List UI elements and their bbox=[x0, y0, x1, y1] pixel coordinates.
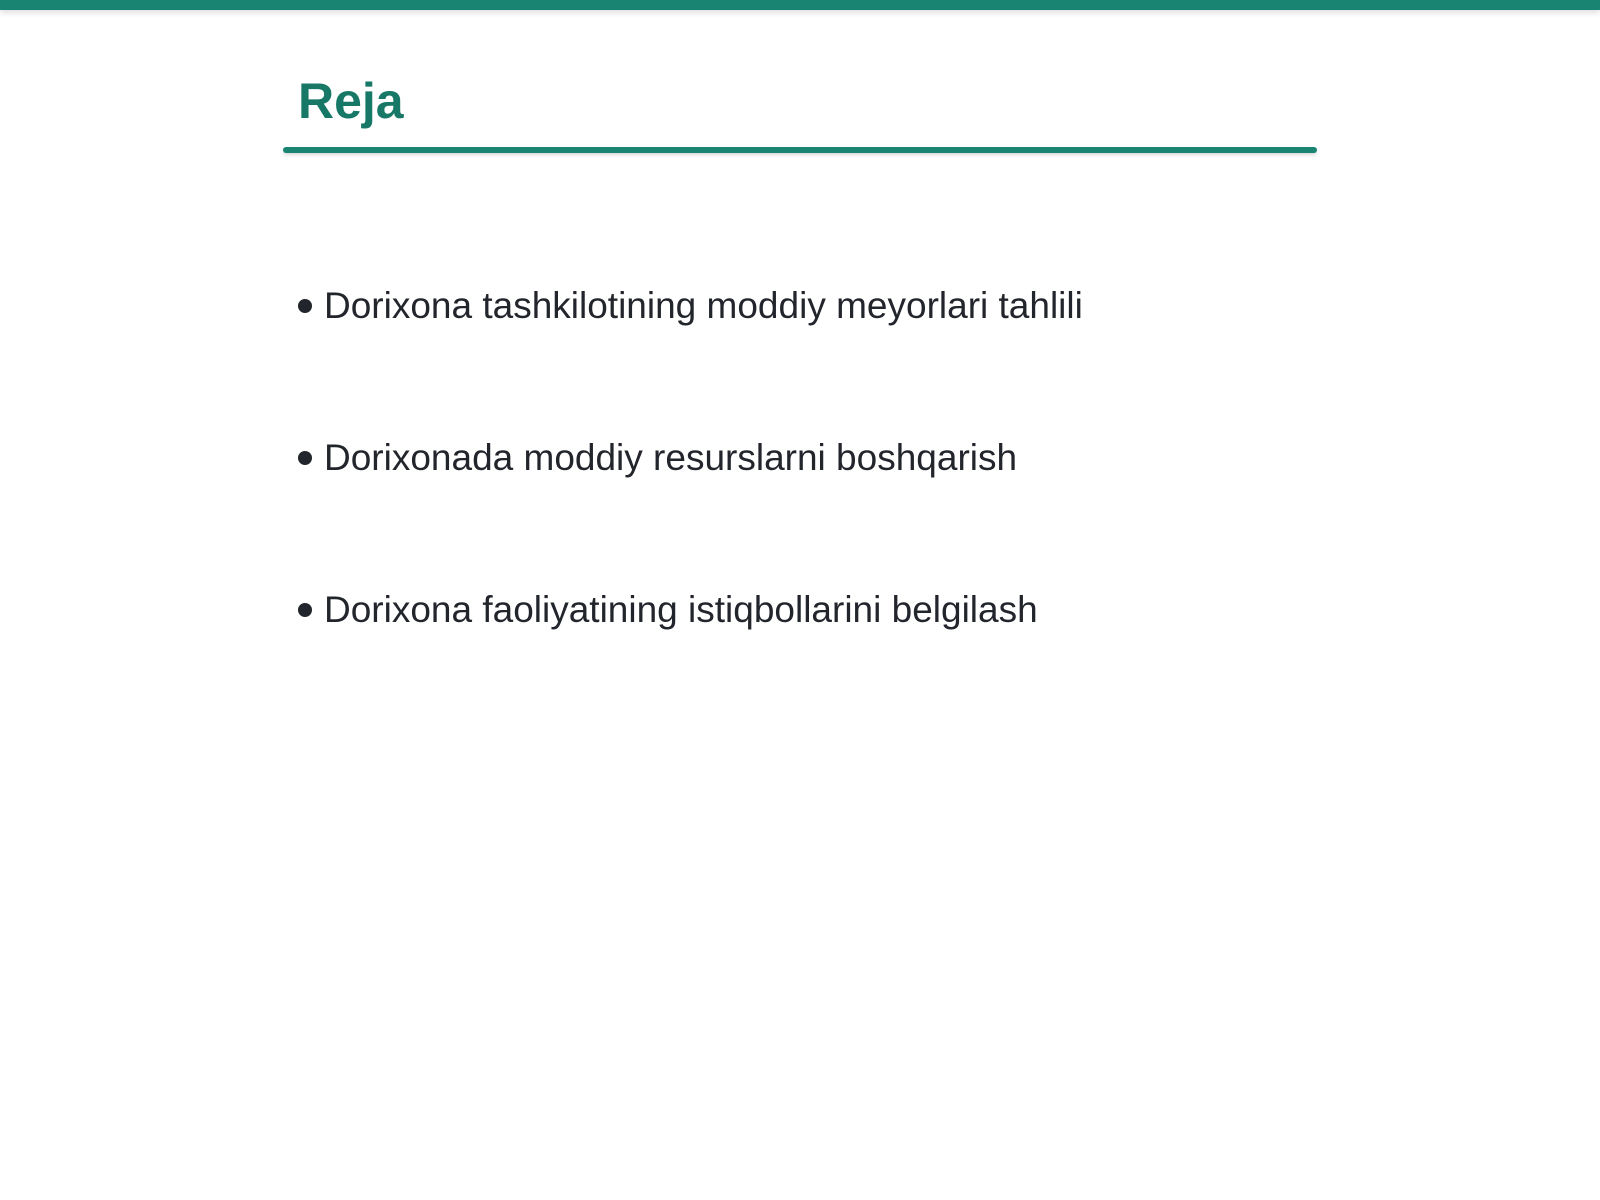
bullet-item bbox=[298, 280, 1298, 432]
bullet-dot-icon bbox=[298, 603, 312, 617]
bullet-item bbox=[298, 432, 1298, 584]
bullet-dot-icon bbox=[298, 299, 312, 313]
bullet-text: Dorixona tashkilotining moddiy meyorlari tahlili bbox=[324, 285, 1083, 326]
bullet-text: Dorixonada moddiy resurslarni boshqarish bbox=[324, 437, 1018, 478]
bullet-dot-icon bbox=[298, 451, 312, 465]
bullet-item bbox=[298, 584, 1298, 736]
title-underline bbox=[283, 147, 1317, 153]
top-accent-bar bbox=[0, 0, 1600, 10]
bullet-list bbox=[298, 280, 1298, 736]
bullet-text: Dorixona faoliyatining istiqbollarini belgilash bbox=[324, 589, 1038, 630]
slide-title: Reja bbox=[298, 73, 404, 129]
